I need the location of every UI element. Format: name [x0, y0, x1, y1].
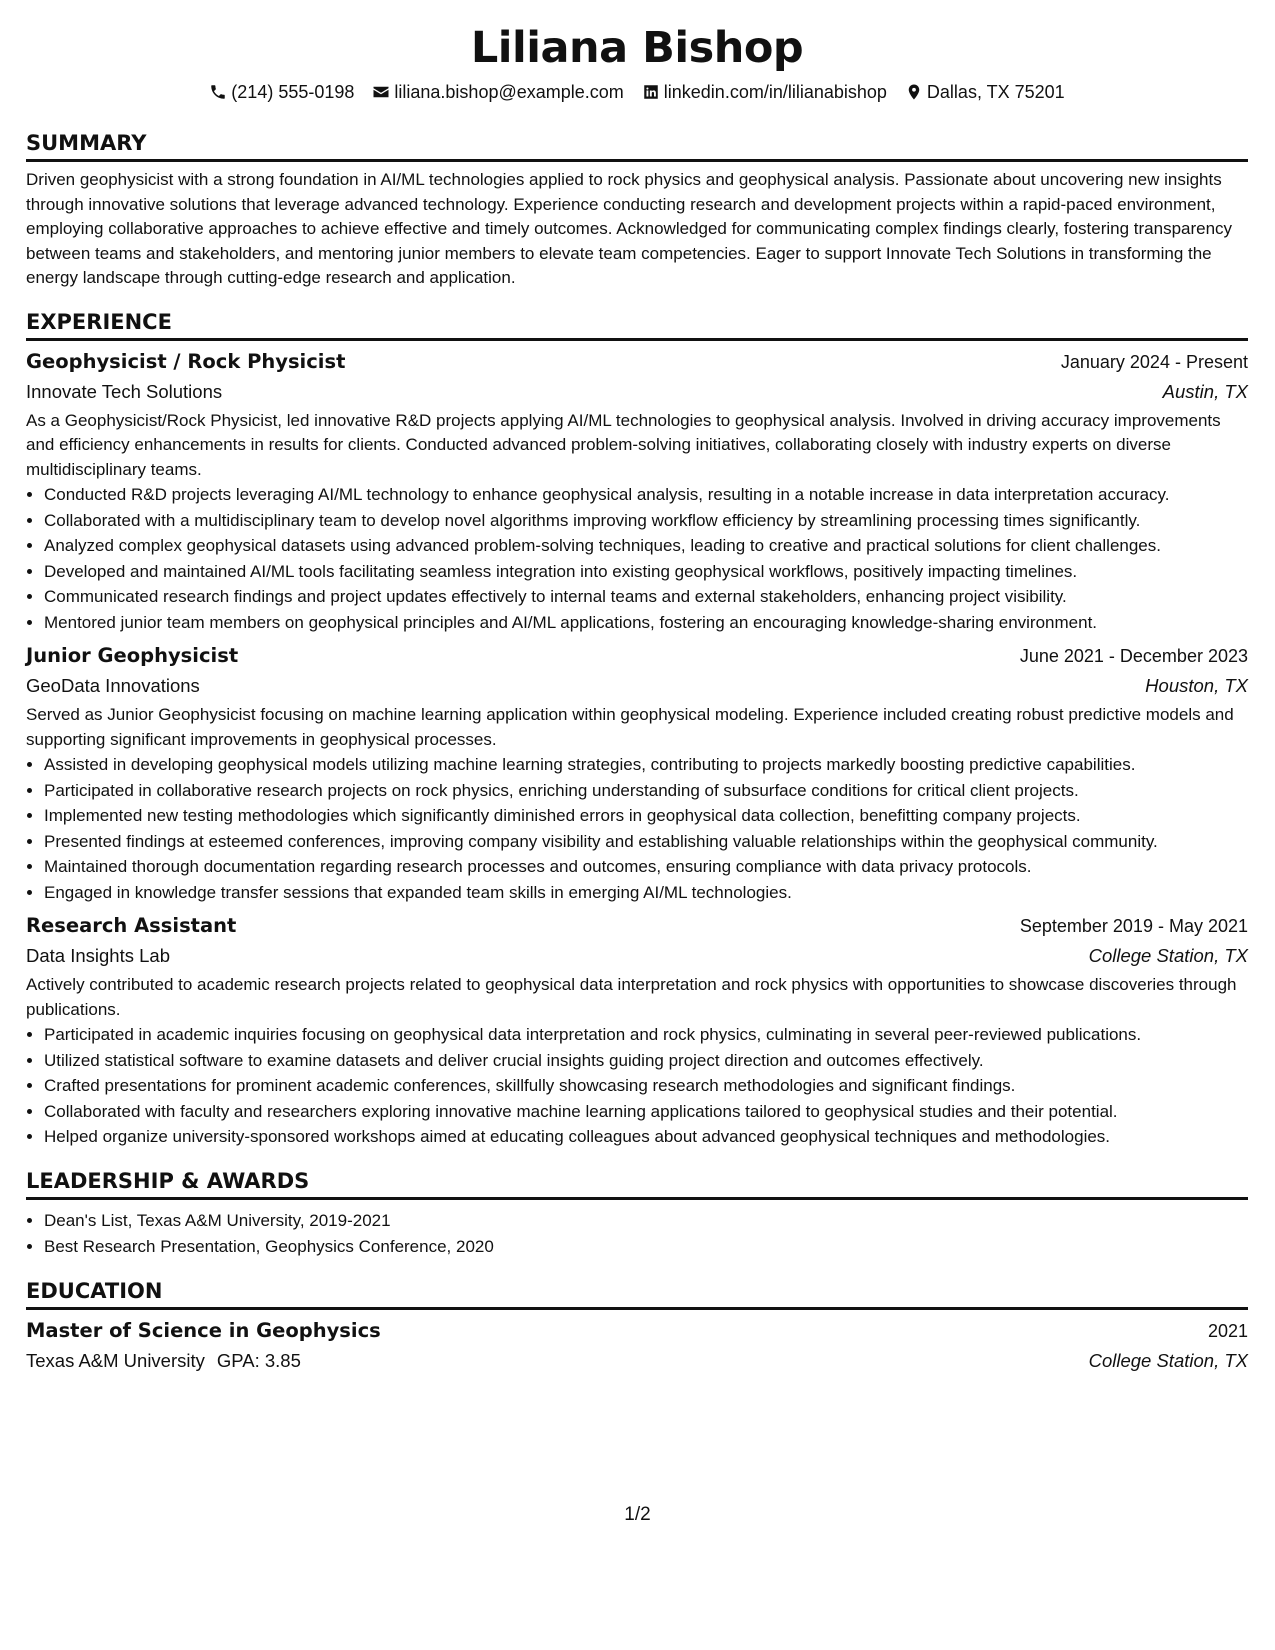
bullet-item: • Presented findings at esteemed conferences, improving company visibility and establishing valuable relationships within the geophysical community.	[44, 830, 1248, 855]
job-dates: January 2024 - Present	[1060, 351, 1248, 372]
award-item: • Best Research Presentation, Geophysics Conference, 2020	[44, 1234, 1248, 1260]
job-list	[26, 347, 1248, 1150]
bullet-item: • Assisted in developing geophysical models utilizing machine learning strategies, contributing to projects markedly boosting predictive capabilities.	[44, 753, 1248, 778]
job-description: Served as Junior Geophysicist focusing on machine learning application within geophysical modeling. Experience included creating robust predictive models and supporting significant improvements in geophysical processes.	[26, 705, 1234, 749]
bullet-item: • Utilized statistical software to examine datasets and deliver crucial insights guiding project direction and outcomes effectively.	[44, 1049, 1248, 1074]
bullet-item: • Maintained thorough documentation regarding research processes and outcomes, ensuring compliance with data privacy protocols.	[44, 855, 1248, 880]
job-title: Research Assistant	[26, 914, 237, 937]
contact-bar	[26, 80, 1248, 104]
gpa: GPA: 3.85	[216, 1349, 301, 1371]
map-pin-icon	[905, 83, 923, 101]
job-entry	[26, 641, 1248, 905]
bullet-item: • Engaged in knowledge transfer sessions that expanded team skills in emerging AI/ML technologies.	[44, 881, 1248, 906]
phone-text: (214) 555-0198	[231, 82, 355, 102]
company-name: GeoData Innovations	[26, 675, 200, 696]
job-title: Geophysicist / Rock Physicist	[26, 349, 346, 373]
candidate-name: Liliana Bishop	[470, 23, 804, 73]
awards-list	[26, 1208, 1248, 1260]
school-line	[26, 1346, 301, 1376]
bullet-item: • Collaborated with faculty and researchers exploring innovative machine learning applications tailored to geophysical studies and their potential.	[44, 1100, 1248, 1125]
awards-section	[26, 1168, 1248, 1260]
bullet-item: • Helped organize university-sponsored workshops aimed at educating colleagues about advanced geophysical techniques and methodologies.	[44, 1125, 1248, 1150]
contact-location	[905, 80, 1065, 104]
contact-email[interactable]	[372, 80, 623, 104]
bullet-item: • Conducted R&D projects leveraging AI/ML technology to enhance geophysical analysis, resulting in a notable increase in data interpretation accuracy.	[44, 483, 1248, 508]
job-dates: June 2021 - December 2023	[1019, 646, 1248, 666]
linkedin-icon	[642, 83, 660, 101]
company-name: Data Insights Lab	[26, 945, 170, 966]
contact-phone	[209, 80, 354, 104]
section-title-summary: SUMMARY	[26, 130, 1248, 162]
job-bullets	[26, 1023, 1248, 1150]
summary-text: Driven geophysicist with a strong foundation in AI/ML technologies applied to rock physics and geophysical analysis. Passionate about uncovering new insights through innovative solutions that leverage advanced technology. Experience conducting research and development projects within a rapid-paced environment, employing collaborative approaches to achieve effective and timely outcomes. Acknowledged for communicating complex findings clearly, fostering transparency between teams and stakeholders, and mentoring junior members to elevate team competencies. Eager to support Innovate Tech Solutions in transforming the energy landscape through cutting-edge research and application.	[26, 170, 1233, 287]
education-section	[26, 1278, 1248, 1376]
job-location: Austin, TX	[1162, 380, 1248, 402]
job-dates: September 2019 - May 2021	[1019, 916, 1248, 936]
award-item: • Dean's List, Texas A&M University, 2019-2021	[44, 1208, 1248, 1234]
bullet-item: • Participated in academic inquiries focusing on geophysical data interpretation and rock physics, culminating in several peer-reviewed publications.	[44, 1023, 1248, 1048]
section-title-education: EDUCATION	[26, 1278, 1248, 1310]
section-title-experience: EXPERIENCE	[26, 309, 1248, 341]
education-entry	[26, 1316, 1248, 1376]
bullet-item: • Crafted presentations for prominent academic conferences, skillfully showcasing research methodologies and significant findings.	[44, 1074, 1248, 1099]
job-bullets	[26, 753, 1248, 905]
bullet-item: • Participated in collaborative research projects on rock physics, enriching understanding of subsurface conditions for critical client projects.	[44, 779, 1248, 804]
email-text: liliana.bishop@example.com	[394, 82, 624, 102]
bullet-item: • Collaborated with a multidisciplinary team to develop novel algorithms improving workflow efficiency by streamlining processing times significantly.	[44, 509, 1248, 534]
contact-linkedin[interactable]	[642, 80, 887, 104]
linkedin-text: linkedin.com/in/lilianabishop	[663, 82, 887, 102]
school: Texas A&M University	[26, 1349, 205, 1371]
resume-page	[26, 0, 1248, 1376]
job-description: As a Geophysicist/Rock Physicist, led innovative R&D projects applying AI/ML technologies to geophysical analysis. Involved in driving accuracy improvements and efficiency enhancements in results for clients. Conducted advanced problem-solving initiatives, collaborating closely with industry experts on diverse multidisciplinary teams.	[26, 410, 1221, 479]
job-bullets	[26, 483, 1248, 635]
section-title-awards: LEADERSHIP & AWARDS	[26, 1168, 1248, 1200]
graduation-year: 2021	[1207, 1320, 1248, 1341]
phone-icon	[209, 83, 227, 101]
degree: Master of Science in Geophysics	[26, 1318, 381, 1342]
job-title: Junior Geophysicist	[26, 644, 239, 667]
job-description: Actively contributed to academic research projects related to geophysical data interpretation and rock physics with opportunities to showcase discoveries through publications.	[26, 975, 1237, 1019]
job-location: College Station, TX	[1088, 945, 1248, 966]
bullet-item: • Analyzed complex geophysical datasets using advanced problem-solving techniques, leading to creative and practical solutions for client challenges.	[44, 534, 1248, 559]
location-text: Dallas, TX 75201	[926, 82, 1065, 102]
bullet-item: • Communicated research findings and project updates effectively to internal teams and external stakeholders, enhancing project visibility.	[44, 585, 1248, 610]
bullet-item: • Mentored junior team members on geophysical principles and AI/ML applications, fostering an encouraging knowledge-sharing environment.	[44, 611, 1248, 636]
job-entry	[26, 347, 1248, 636]
company-name: Innovate Tech Solutions	[26, 380, 223, 402]
page-number: 1/2	[624, 1504, 651, 1525]
summary-section	[26, 130, 1248, 291]
school-location: College Station, TX	[1088, 1349, 1248, 1371]
job-location: Houston, TX	[1145, 675, 1248, 696]
experience-section	[26, 309, 1248, 1150]
job-entry	[26, 911, 1248, 1150]
bullet-item: • Developed and maintained AI/ML tools facilitating seamless integration into existing geophysical workflows, positively impacting timelines.	[44, 560, 1248, 585]
envelope-icon	[372, 83, 390, 101]
bullet-item: • Implemented new testing methodologies which significantly diminished errors in geophysical data collection, benefitting company projects.	[44, 804, 1248, 829]
